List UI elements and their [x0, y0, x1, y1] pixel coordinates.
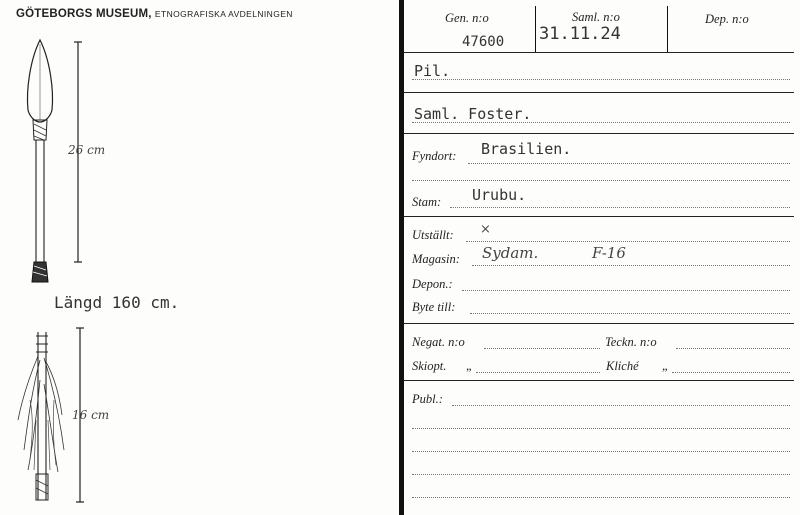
department-name: ETNOGRAFISKA AVDELNINGEN: [154, 9, 293, 19]
magasin-code: F-16: [592, 244, 626, 262]
dotted-line: [452, 405, 790, 406]
stam-label: Stam:: [412, 195, 442, 209]
utstallt-value: ×: [480, 222, 491, 237]
dotted-line: [450, 207, 790, 208]
dotted-line: [676, 348, 790, 349]
rule: [404, 323, 794, 324]
cell-divider: [535, 6, 536, 52]
dotted-line: [412, 474, 790, 475]
dotted-line: [412, 451, 790, 452]
rule: [404, 133, 794, 134]
rule: [404, 92, 794, 93]
dotted-line: [472, 265, 790, 266]
dotted-line: [412, 428, 790, 429]
dotted-line: [412, 180, 790, 181]
utstallt-label: Utställt:: [412, 228, 454, 242]
length-note: Längd 160 cm.: [54, 293, 180, 312]
teckn-label: Teckn. n:o: [605, 335, 657, 349]
dotted-line: [484, 348, 600, 349]
skiopt-value: „: [466, 359, 473, 373]
dotted-line: [412, 497, 790, 498]
rule: [404, 216, 794, 217]
dep-label: Dep. n:o: [705, 12, 749, 26]
gen-value: 47600: [462, 34, 505, 50]
top-measure-label: 26 cm: [68, 143, 106, 157]
dotted-line: [466, 241, 790, 242]
rule: [404, 52, 794, 53]
negat-label: Negat. n:o: [412, 335, 465, 349]
dotted-line: [412, 79, 790, 80]
depon-label: Depon.:: [412, 277, 453, 291]
kliche-label: Kliché: [606, 359, 639, 373]
dotted-line: [470, 313, 790, 314]
magasin-value: Sydam.: [482, 244, 539, 262]
byte-label: Byte till:: [412, 300, 456, 314]
collector: Saml. Foster.: [414, 105, 532, 123]
magasin-label: Magasin:: [412, 252, 460, 266]
museum-name: GÖTEBORGS MUSEUM,: [16, 8, 152, 20]
dotted-line: [672, 372, 790, 373]
fyndort-value: Brasilien.: [481, 140, 572, 158]
card-left-border: [399, 0, 404, 515]
arrow-fletching-drawing: [18, 332, 64, 500]
bottom-measure-label: 16 cm: [72, 408, 110, 422]
skiopt-label: Skiopt.: [412, 359, 447, 373]
dotted-line: [412, 122, 790, 123]
arrow-drawing: [0, 0, 395, 515]
saml-label: Saml. n:o: [572, 10, 620, 24]
cell-divider: [667, 6, 668, 52]
kliche-value: „: [662, 359, 669, 373]
fyndort-label: Fyndort:: [412, 149, 457, 163]
dotted-line: [476, 372, 600, 373]
dotted-line: [468, 163, 790, 164]
dotted-line: [462, 290, 790, 291]
object-name: Pil.: [414, 62, 451, 80]
stam-value: Urubu.: [472, 186, 527, 204]
publ-label: Publ.:: [412, 392, 443, 406]
saml-value: 31.11.24: [539, 24, 621, 44]
rule: [404, 380, 794, 381]
gen-label: Gen. n:o: [445, 11, 489, 25]
arrow-head-drawing: [28, 40, 53, 282]
